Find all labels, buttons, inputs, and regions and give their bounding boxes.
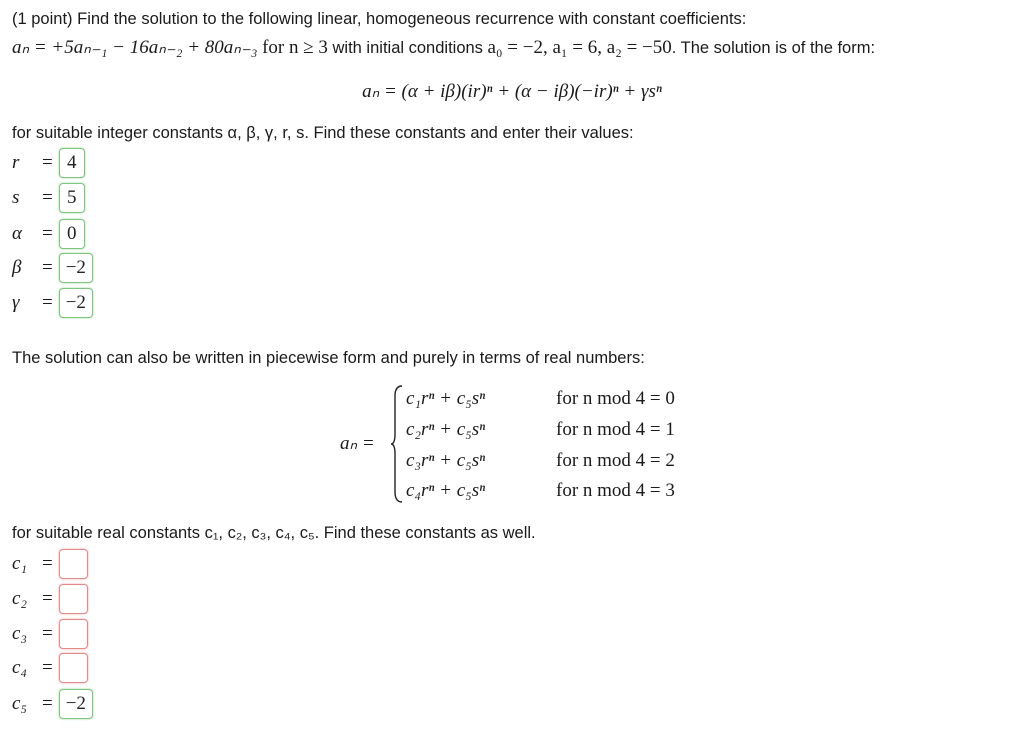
equals-sign: = bbox=[42, 693, 53, 714]
piecewise-case bbox=[406, 384, 675, 414]
answer-row-r bbox=[12, 147, 85, 179]
answer-input-beta[interactable]: −2 bbox=[59, 253, 93, 283]
form-text: . The solution is of the form: bbox=[671, 39, 876, 57]
problem-header: (1 point) Find the solution to the following linear, homogeneous recurrence with constant coefficients: bbox=[12, 10, 747, 28]
equals-sign: = bbox=[42, 623, 53, 644]
case-condition: for n mod 4 = 2 bbox=[556, 450, 675, 471]
case-expression: c₃rⁿ + c₅sⁿ bbox=[406, 450, 486, 471]
answer-label: c₄ bbox=[12, 657, 28, 678]
equals-sign: = bbox=[42, 187, 53, 208]
case-expression: c₁rⁿ + c₅sⁿ bbox=[406, 388, 486, 409]
piecewise-prompt: The solution can also be written in piecewise form and purely in terms of real numbers: bbox=[12, 349, 645, 367]
real-constants-prompt: for suitable real constants c₁, c₂, c₃, c₄, c₅. Find these constants as well. bbox=[12, 524, 536, 542]
equals-sign: = bbox=[42, 223, 53, 244]
case-condition: for n mod 4 = 3 bbox=[556, 480, 675, 501]
answer-label: β bbox=[12, 257, 22, 278]
equals-sign: = bbox=[42, 588, 53, 609]
initial-conditions-text: with initial conditions bbox=[327, 39, 488, 57]
answer-row-gamma bbox=[12, 287, 93, 319]
equals-sign: = bbox=[42, 553, 53, 574]
answer-input-r[interactable]: 4 bbox=[59, 148, 85, 178]
answer-input-c2[interactable] bbox=[59, 584, 88, 614]
case-expression: c₂rⁿ + c₅sⁿ bbox=[406, 419, 486, 440]
answer-row-c5 bbox=[12, 688, 93, 720]
solution-form: aₙ = (α + iβ)(ir)ⁿ + (α − iβ)(−ir)ⁿ + γsⁿ bbox=[362, 81, 662, 102]
answer-input-gamma[interactable]: −2 bbox=[59, 288, 93, 318]
case-expression: c₄rⁿ + c₅sⁿ bbox=[406, 480, 486, 501]
equals-sign: = bbox=[42, 657, 53, 678]
recurrence-condition: for n ≥ 3 bbox=[262, 37, 328, 58]
left-brace-icon bbox=[390, 384, 404, 504]
constants-prompt: for suitable integer constants α, β, γ, r, s. Find these constants and enter their values: bbox=[12, 124, 634, 142]
answer-row-c1 bbox=[12, 548, 88, 580]
answer-label: s bbox=[12, 187, 20, 208]
equals-sign: = bbox=[42, 257, 53, 278]
answer-input-c1[interactable] bbox=[59, 549, 88, 579]
answer-label: c₂ bbox=[12, 588, 28, 609]
answer-row-alpha bbox=[12, 218, 85, 250]
answer-label: r bbox=[12, 152, 20, 173]
piecewise-case bbox=[406, 476, 675, 506]
answer-row-beta bbox=[12, 252, 93, 284]
answer-input-c3[interactable] bbox=[59, 619, 88, 649]
answer-input-alpha[interactable]: 0 bbox=[59, 219, 85, 249]
equals-sign: = bbox=[42, 152, 53, 173]
answer-row-c2 bbox=[12, 583, 88, 615]
initial-conditions: a₀ = −2, a₁ = 6, a₂ = −50 bbox=[487, 37, 672, 58]
answer-label: α bbox=[12, 223, 22, 244]
piecewise-case bbox=[406, 415, 675, 445]
answer-input-c5[interactable]: −2 bbox=[59, 689, 93, 719]
equals-sign: = bbox=[42, 292, 53, 313]
recurrence-line bbox=[12, 36, 875, 59]
answer-label: c₃ bbox=[12, 623, 28, 644]
case-condition: for n mod 4 = 0 bbox=[556, 388, 675, 409]
answer-input-s[interactable]: 5 bbox=[59, 183, 85, 213]
case-condition: for n mod 4 = 1 bbox=[556, 419, 675, 440]
answer-label: γ bbox=[12, 292, 20, 313]
answer-row-c3 bbox=[12, 618, 88, 650]
piecewise-lhs: aₙ = bbox=[340, 433, 375, 454]
piecewise-case bbox=[406, 446, 675, 476]
answer-label: c₁ bbox=[12, 553, 28, 574]
answer-row-c4 bbox=[12, 652, 88, 684]
recurrence-equation: aₙ = +5aₙ₋₁ − 16aₙ₋₂ + 80aₙ₋₃ bbox=[12, 37, 258, 58]
answer-label: c₅ bbox=[12, 693, 28, 714]
piecewise-definition bbox=[340, 384, 720, 504]
answer-input-c4[interactable] bbox=[59, 653, 88, 683]
answer-row-s bbox=[12, 182, 85, 214]
